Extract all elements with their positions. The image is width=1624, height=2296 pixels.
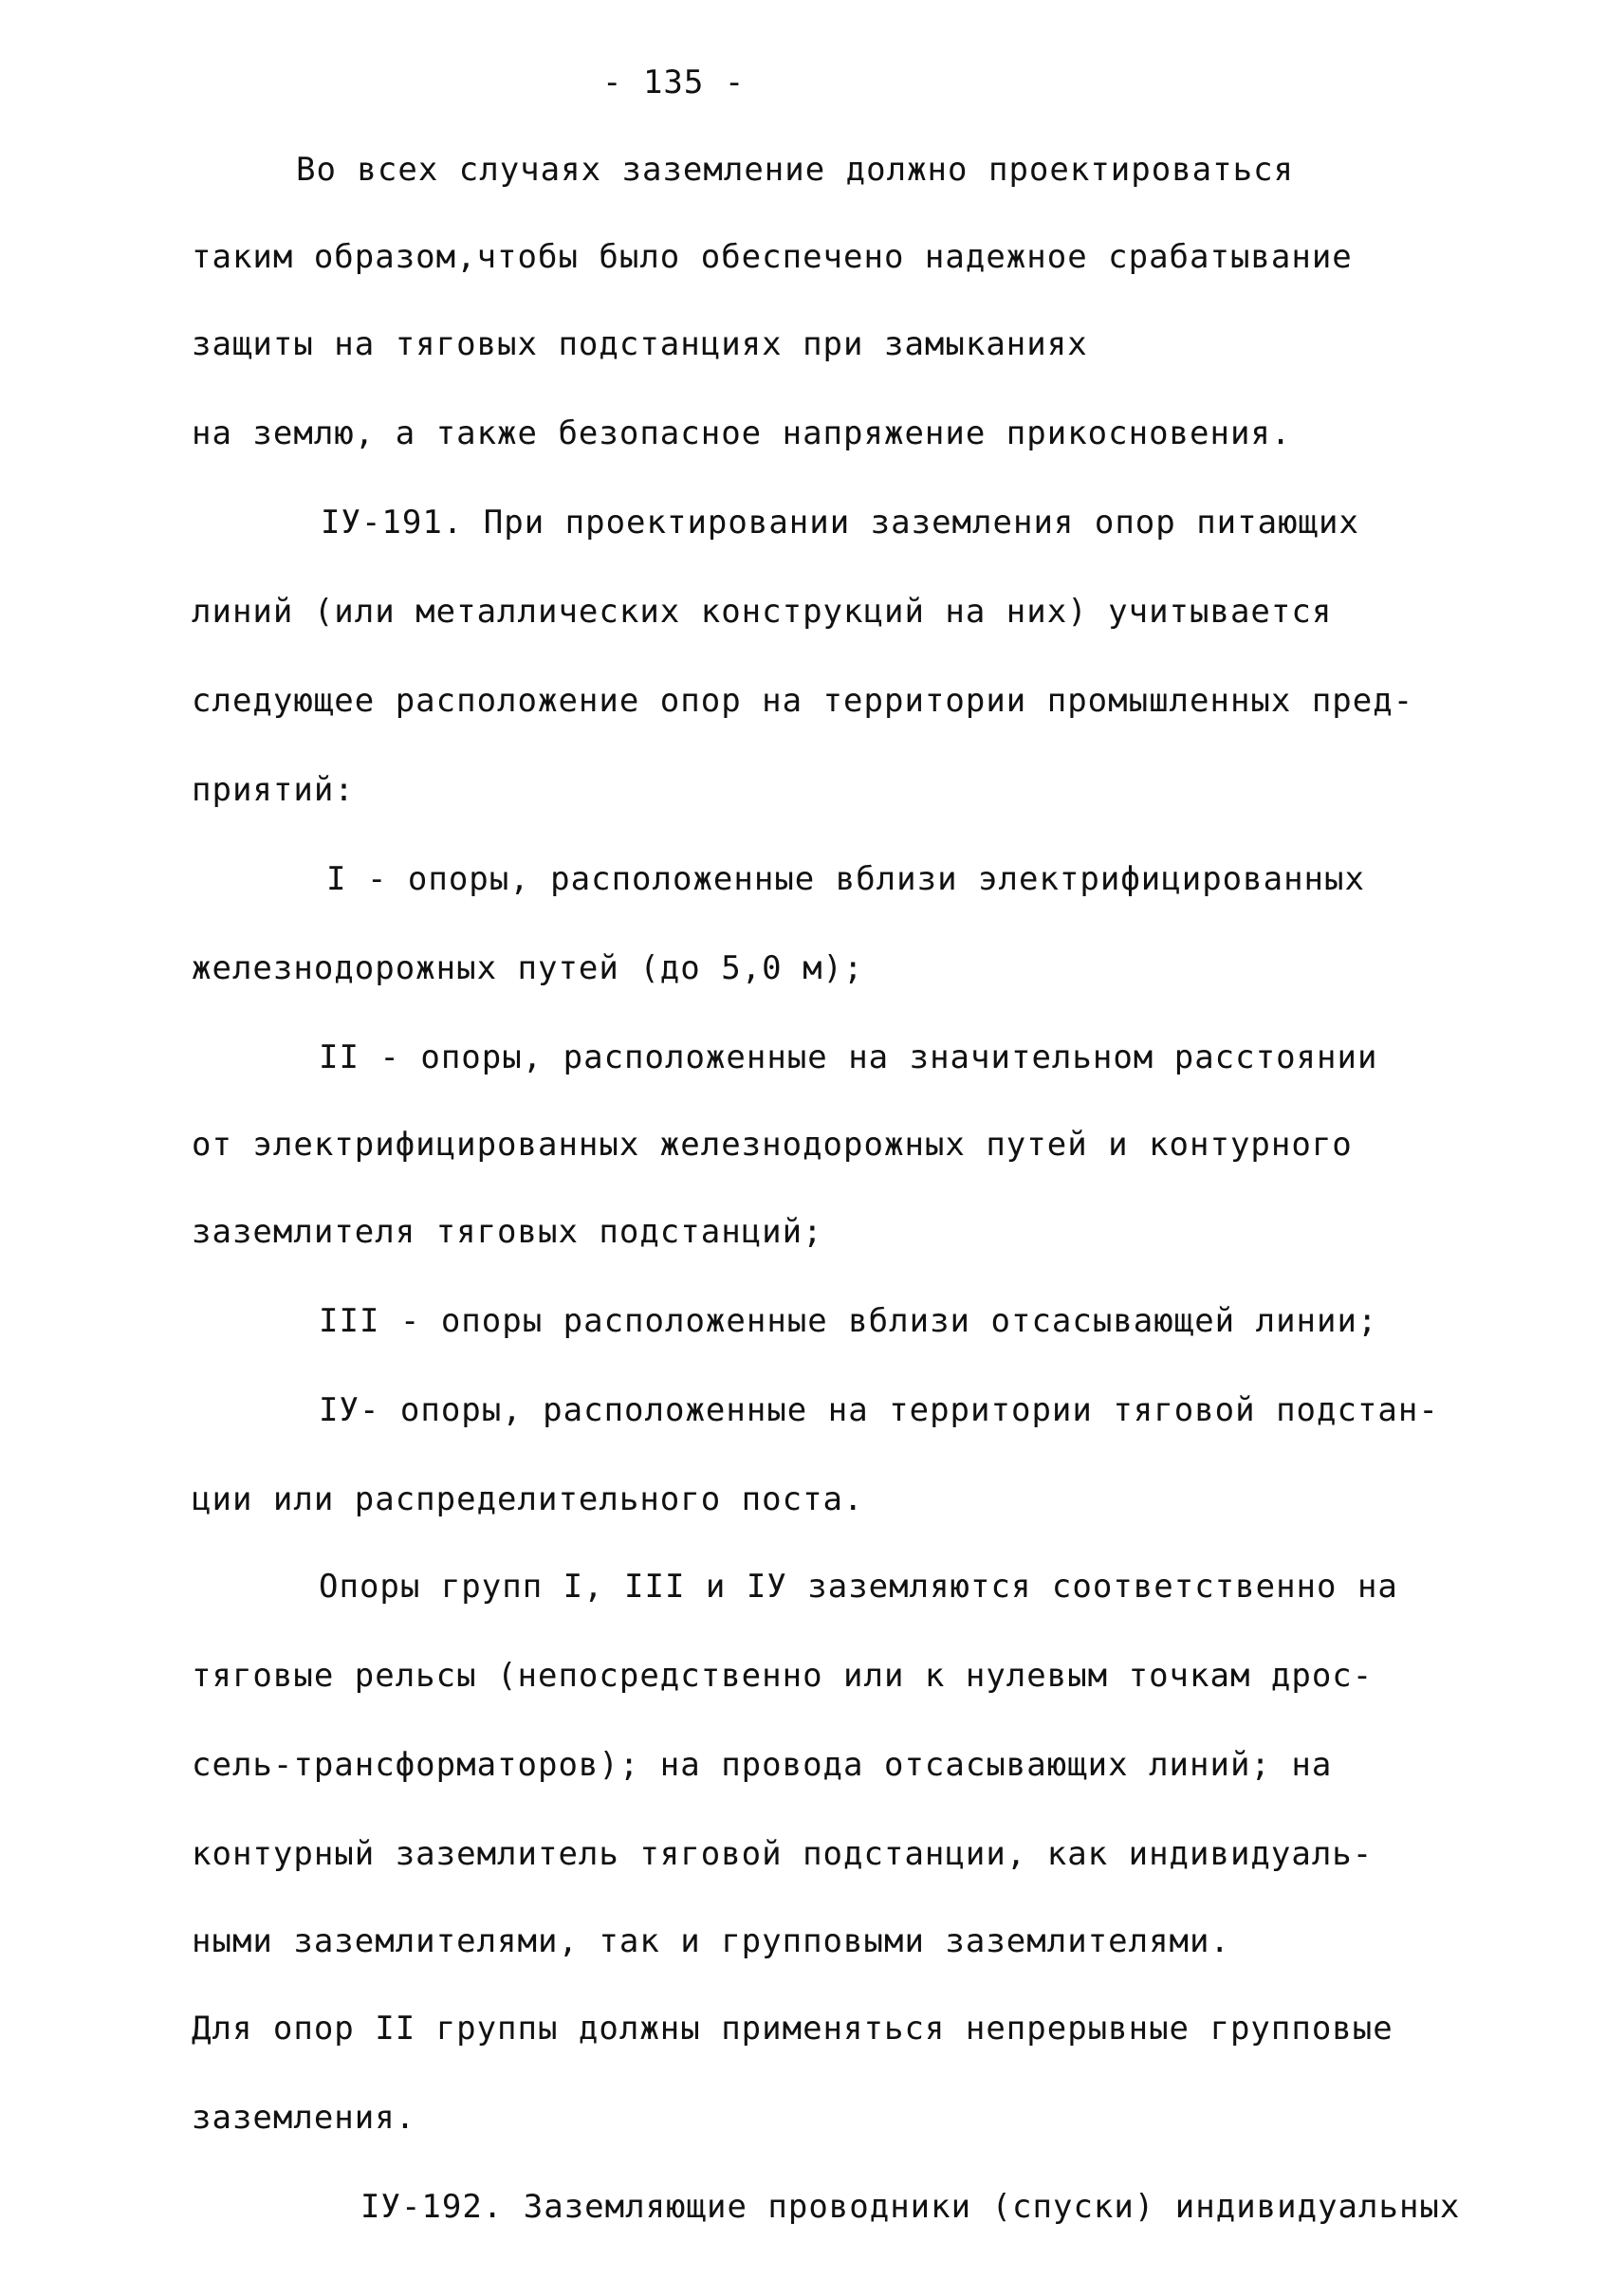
text-line: заземления. xyxy=(192,2099,416,2137)
text-line: ІУ-192. Заземляющие проводники (спуски) индивидуальных xyxy=(360,2188,1461,2226)
text-line: ІУ- опоры, расположенные на территории тяговой подстан- xyxy=(319,1391,1439,1429)
text-line: таким образом,чтобы было обеспечено надежное срабатывание xyxy=(192,238,1353,276)
text-line: Во всех случаях заземление должно проектироваться xyxy=(296,151,1295,189)
text-line: приятий: xyxy=(192,771,355,809)
text-line: ІІІ - опоры расположенные вблизи отсасывающей линии; xyxy=(319,1302,1378,1340)
text-line: Для опор ІІ группы должны применяться непрерывные групповые xyxy=(192,2010,1393,2048)
text-line: ІУ-191. При проектировании заземления опор питающих xyxy=(321,504,1359,542)
text-line: контурный заземлитель тяговой подстанции, как индивидуаль- xyxy=(192,1835,1374,1873)
text-line: следующее расположение опор на территории промышленных пред- xyxy=(192,682,1414,720)
text-line: ными заземлителями, так и групповыми заземлителями. xyxy=(192,1922,1230,1960)
text-line: тяговые рельсы (непосредственно или к нулевым точкам дрос- xyxy=(192,1657,1374,1695)
text-line: ции или распределительного поста. xyxy=(192,1480,864,1518)
page-number: - 135 - xyxy=(602,64,746,101)
text-line: от электрифицированных железнодорожных путей и контурного xyxy=(192,1126,1353,1164)
text-line: железнодорожных путей (до 5,0 м); xyxy=(192,949,864,987)
text-line: сель-трансформаторов); на провода отсасывающих линий; на xyxy=(192,1746,1333,1784)
text-line: линий (или металлических конструкций на них) учитывается xyxy=(192,593,1333,631)
text-line: на землю, а также безопасное напряжение прикосновения. xyxy=(192,414,1292,452)
text-line: І - опоры, расположенные вблизи электрифицированных xyxy=(326,860,1365,898)
text-line: заземлителя тяговых подстанций; xyxy=(192,1213,823,1251)
text-line: ІІ - опоры, расположенные на значительном расстоянии xyxy=(319,1038,1378,1076)
text-line: защиты на тяговых подстанциях при замыканиях xyxy=(192,325,1088,363)
text-line: Опоры групп І, ІІІ и ІУ заземляются соответственно на xyxy=(319,1568,1398,1606)
